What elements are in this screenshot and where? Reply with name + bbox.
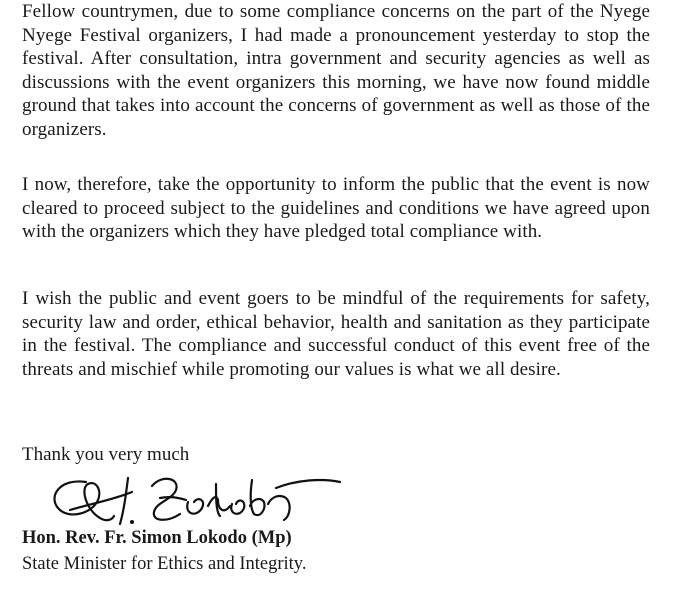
signer-title: State Minister for Ethics and Integrity. <box>22 554 307 574</box>
paragraph-1: Fellow countrymen, due to some compliance concerns on the part of the Nyege Nyege Festival organizers, I had made a pronouncement yesterday to stop the festival. After consultation, intra government and security agencies as well as discussions with the event organizers this morning, we have now found middle ground that takes into account the concerns of government as well as those of the organizers. <box>22 1 650 140</box>
paragraph-3: I wish the public and event goers to be mindful of the requirements for safety, security law and order, ethical behavior, health and sanitation as they participate in the festival. The compliance and successful conduct of this event free of the threats and mischief while promoting our values is what we all desire. <box>22 288 650 380</box>
closing-line: Thank you very much <box>22 444 190 465</box>
signer-name: Hon. Rev. Fr. Simon Lokodo (Mp) <box>22 528 292 548</box>
paragraph-2: I now, therefore, take the opportunity to inform the public that the event is now cleared to proceed subject to the guidelines and conditions we have agreed upon with the organizers which they have pledged total compliance with. <box>22 174 650 242</box>
handwritten-signature <box>40 470 350 530</box>
